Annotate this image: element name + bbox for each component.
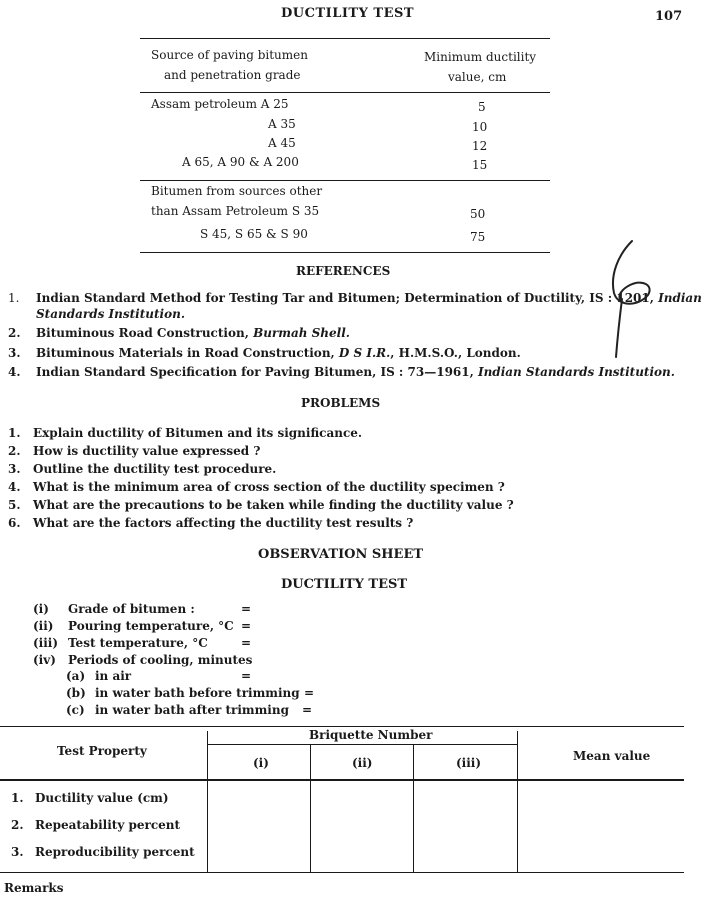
- table2-row-number: 3.: [11, 845, 24, 859]
- subfield-number: (a): [66, 669, 86, 683]
- table2-col-divider: [517, 731, 518, 873]
- problem-item: How is ductility value expressed ?: [33, 444, 261, 458]
- field-number: (iii): [33, 636, 59, 650]
- table1-row-source: Assam petroleum A 25: [151, 97, 289, 111]
- table2-row-number: 1.: [11, 791, 24, 805]
- table2-col-divider: [413, 745, 414, 873]
- field-label: Pouring temperature, °C: [68, 619, 234, 633]
- reference-italic: Burmah Shell.: [253, 326, 350, 340]
- problem-item: What is the minimum area of cross section of the ductility specimen ?: [33, 480, 505, 494]
- subfield-equals: =: [241, 669, 252, 683]
- remarks-label: Remarks: [4, 881, 64, 895]
- table1-col2-header-line1: Minimum ductility: [424, 50, 537, 64]
- table2-col-mean: Mean value: [573, 749, 651, 763]
- table1-group-rule: [140, 180, 550, 181]
- subfield-label: in water bath after trimming: [95, 703, 289, 717]
- field-equals: =: [241, 636, 252, 650]
- subfield-number: (c): [66, 703, 85, 717]
- subfield-equals: =: [302, 703, 313, 717]
- reference-item: [36, 326, 350, 340]
- table2-row-label: Ductility value (cm): [35, 791, 169, 805]
- problem-number: 1.: [8, 426, 21, 440]
- reference-italic: D S I.R.: [338, 346, 391, 360]
- reference-item-line2: Standards Institution.: [36, 307, 185, 321]
- table1-col1-header-line2: and penetration grade: [164, 68, 301, 82]
- reference-number: 2.: [8, 326, 21, 340]
- field-label: Periods of cooling, minutes: [68, 653, 253, 667]
- table2-row-label: Repeatability percent: [35, 818, 181, 832]
- problems-heading: PROBLEMS: [301, 396, 381, 410]
- problem-number: 4.: [8, 480, 21, 494]
- table1-col1-header-line1: Source of paving bitumen: [151, 48, 308, 62]
- reference-text: Bituminous Road Construction,: [36, 326, 254, 340]
- table2-briquette-rule: [207, 744, 517, 745]
- field-number: (ii): [33, 619, 54, 633]
- reference-item: [36, 365, 675, 379]
- observation-subheading: DUCTILITY TEST: [281, 577, 408, 592]
- table2-row-label: Reproducibility percent: [35, 845, 195, 859]
- subfield-equals: =: [304, 686, 315, 700]
- table2-bottom-rule: [0, 872, 684, 873]
- table1-row-value: 12: [472, 139, 488, 153]
- subfield-label: in air: [95, 669, 132, 683]
- table1-row-source: Bitumen from sources other: [151, 184, 323, 198]
- problem-item: What are the factors affecting the ductility test results ?: [33, 516, 414, 530]
- table1-row-source: A 35: [268, 117, 296, 131]
- field-number: (i): [33, 602, 49, 616]
- problem-number: 3.: [8, 462, 21, 476]
- reference-text: Indian Standard Specification for Paving Bitumen, IS : 73—1961,: [36, 365, 478, 379]
- field-number: (iv): [33, 653, 56, 667]
- reference-text: Indian Standard Method for Testing Tar and Bitumen; Determination of Ductility, IS : 1201,: [36, 291, 659, 305]
- table1-top-rule: [140, 38, 550, 39]
- problem-number: 2.: [8, 444, 21, 458]
- table2-col-divider: [310, 745, 311, 873]
- table2-row-number: 2.: [11, 818, 24, 832]
- table1-row-source: S 45, S 65 & S 90: [200, 227, 308, 241]
- reference-number: 4.: [8, 365, 21, 379]
- reference-italic: Indian: [658, 291, 702, 305]
- table1-row-value: 75: [470, 230, 486, 244]
- table2-col-property: Test Property: [57, 744, 147, 758]
- subfield-label: in water bath before trimming: [95, 686, 300, 700]
- references-heading: REFERENCES: [296, 264, 391, 278]
- table2-sub-col: (ii): [352, 756, 373, 770]
- table1-header-rule: [140, 92, 550, 93]
- observation-heading: OBSERVATION SHEET: [258, 547, 424, 562]
- table1-row-value: 50: [470, 207, 486, 221]
- table1-row-value: 10: [472, 120, 488, 134]
- field-label: Test temperature, °C: [68, 636, 208, 650]
- table2-top-rule: [0, 726, 684, 727]
- problem-item: What are the precautions to be taken while finding the ductility value ?: [33, 498, 514, 512]
- reference-number: 3.: [8, 346, 21, 360]
- problem-item: Outline the ductility test procedure.: [33, 462, 277, 476]
- table2-col-divider: [207, 731, 208, 873]
- table1-bottom-rule: [140, 252, 550, 253]
- subfield-number: (b): [66, 686, 86, 700]
- field-equals: =: [241, 619, 252, 633]
- page-title: DUCTILITY TEST: [281, 6, 415, 21]
- field-equals: =: [241, 602, 252, 616]
- table2-col-briquette: Briquette Number: [309, 728, 433, 742]
- table1-row-source: A 45: [268, 136, 296, 150]
- table1-row-source: than Assam Petroleum S 35: [151, 204, 320, 218]
- reference-item: [36, 346, 521, 360]
- reference-italic: Indian Standards Institution.: [477, 365, 675, 379]
- problem-number: 5.: [8, 498, 21, 512]
- problem-number: 6.: [8, 516, 21, 530]
- table2-sub-col: (iii): [456, 756, 482, 770]
- table2-header-rule: [0, 779, 684, 781]
- table2-sub-col: (i): [253, 756, 269, 770]
- reference-number: 1.: [8, 291, 20, 305]
- table1-row-value: 15: [472, 158, 488, 172]
- table1-row-value: 5: [478, 100, 486, 114]
- reference-text: Bituminous Materials in Road Construction,: [36, 346, 339, 360]
- handwritten-mark: [598, 235, 668, 365]
- table1-col2-header-line2: value, cm: [448, 70, 507, 84]
- problem-item: Explain ductility of Bitumen and its significance.: [33, 426, 363, 440]
- page-number: 107: [655, 9, 683, 24]
- field-label: Grade of bitumen :: [68, 602, 195, 616]
- table1-row-source: A 65, A 90 & A 200: [182, 155, 299, 169]
- reference-rest: , H.M.S.O., London.: [390, 346, 521, 360]
